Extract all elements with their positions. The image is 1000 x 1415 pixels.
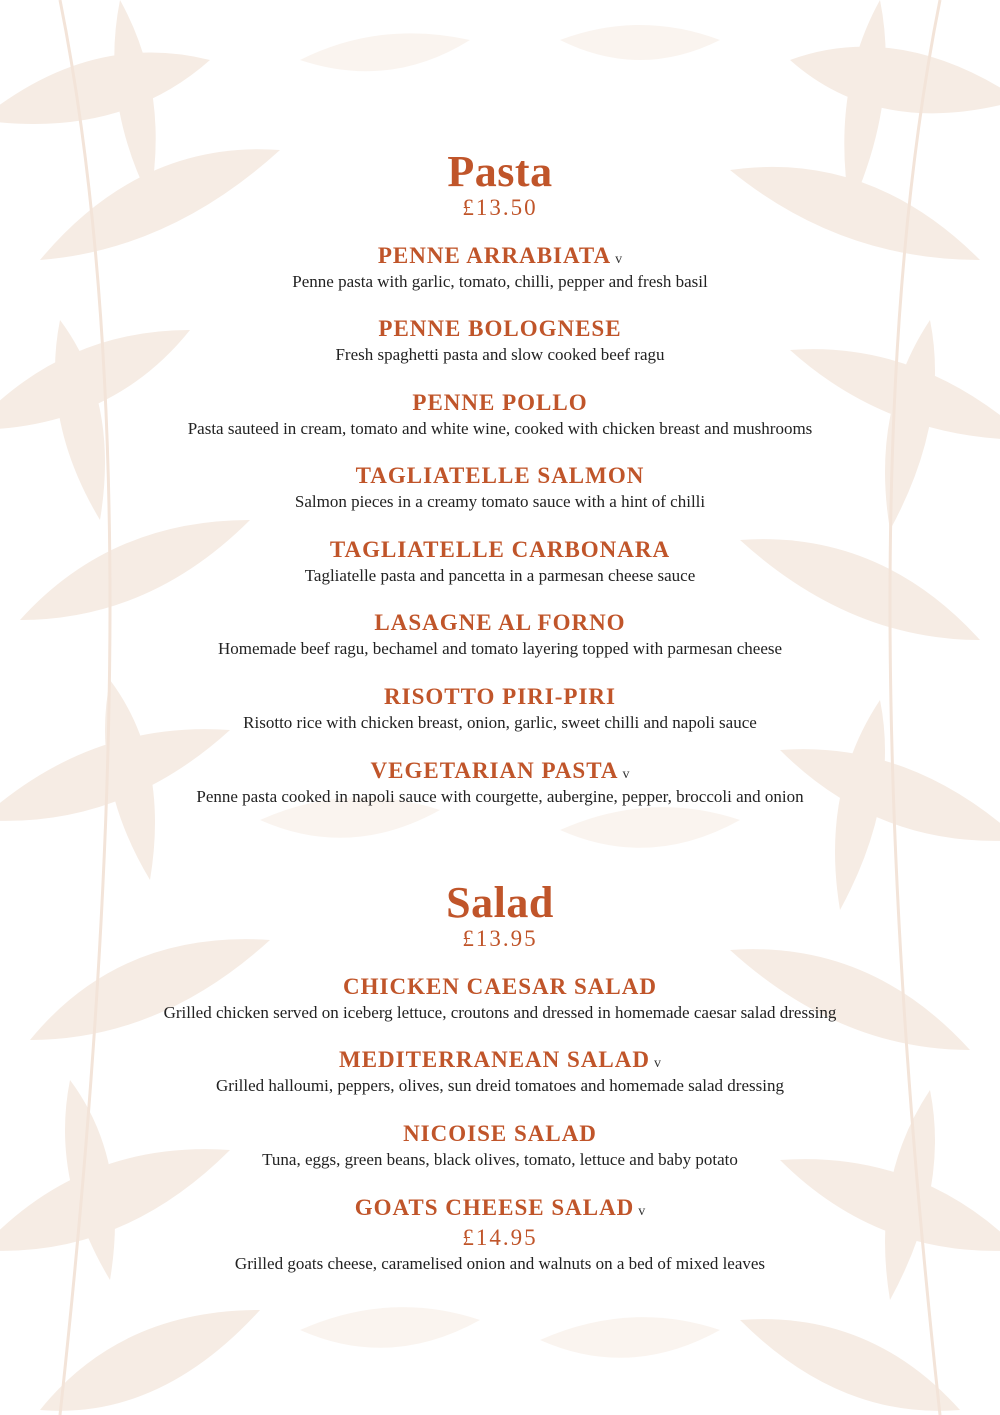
menu-item-name: MEDITERRANEAN SALAD v (338, 1047, 661, 1072)
salad-section-price: £13.95 (462, 926, 538, 951)
menu-item-description: Pasta sauteed in cream, tomato and white wine, cooked with chicken breast and mushrooms (187, 419, 813, 438)
menu-item-description: Penne pasta with garlic, tomato, chilli, pepper and fresh basil (292, 272, 708, 291)
menu-item-name: TAGLIATELLE SALMON (355, 463, 645, 488)
vegetarian-marker: v (622, 767, 630, 782)
menu-item-name: PENNE ARRABIATA v (377, 243, 623, 268)
menu-item-description: Tagliatelle pasta and pancetta in a parmesan cheese sauce (304, 566, 696, 585)
menu-item-price: £14.95 (462, 1225, 538, 1250)
menu-item-name: TAGLIATELLE CARBONARA (329, 537, 671, 562)
menu-item-name: GOATS CHEESE SALAD v (354, 1195, 646, 1220)
menu-item-name: RISOTTO PIRI-PIRI (384, 684, 616, 709)
menu-item-name: NICOISE SALAD (403, 1121, 597, 1146)
menu-item-description: Salmon pieces in a creamy tomato sauce with a hint of chilli (294, 492, 706, 511)
menu-item-name: PENNE BOLOGNESE (378, 316, 622, 341)
menu-item-name: VEGETARIAN PASTA v (370, 758, 630, 783)
vegetarian-marker: v (654, 1056, 661, 1071)
menu-item-description: Risotto rice with chicken breast, onion, garlic, sweet chilli and napoli sauce (243, 713, 757, 732)
menu-item-name: PENNE POLLO (412, 390, 588, 415)
pasta-section-title: Pasta (447, 147, 553, 196)
menu-item-description: Grilled chicken served on iceberg lettuce, croutons and dressed in homemade caesar salad dressing (163, 1003, 837, 1022)
menu-item-name: LASAGNE AL FORNO (374, 610, 626, 635)
menu-item-name: CHICKEN CAESAR SALAD (343, 974, 657, 999)
menu-item-description: Penne pasta cooked in napoli sauce with courgette, aubergine, pepper, broccoli and onion (196, 787, 804, 806)
menu-item-description: Homemade beef ragu, bechamel and tomato layering topped with parmesan cheese (217, 639, 783, 658)
vegetarian-marker: v (638, 1204, 646, 1219)
salad-section-title: Salad (446, 878, 554, 927)
vegetarian-marker: v (615, 252, 623, 267)
menu-item-description: Grilled goats cheese, caramelised onion and walnuts on a bed of mixed leaves (234, 1254, 766, 1273)
menu-item-description: Grilled halloumi, peppers, olives, sun dreid tomatoes and homemade salad dressing (216, 1076, 784, 1095)
pasta-section-price: £13.50 (462, 195, 538, 220)
menu-item-description: Fresh spaghetti pasta and slow cooked beef ragu (335, 345, 665, 364)
menu-item-description: Tuna, eggs, green beans, black olives, tomato, lettuce and baby potato (262, 1150, 738, 1169)
